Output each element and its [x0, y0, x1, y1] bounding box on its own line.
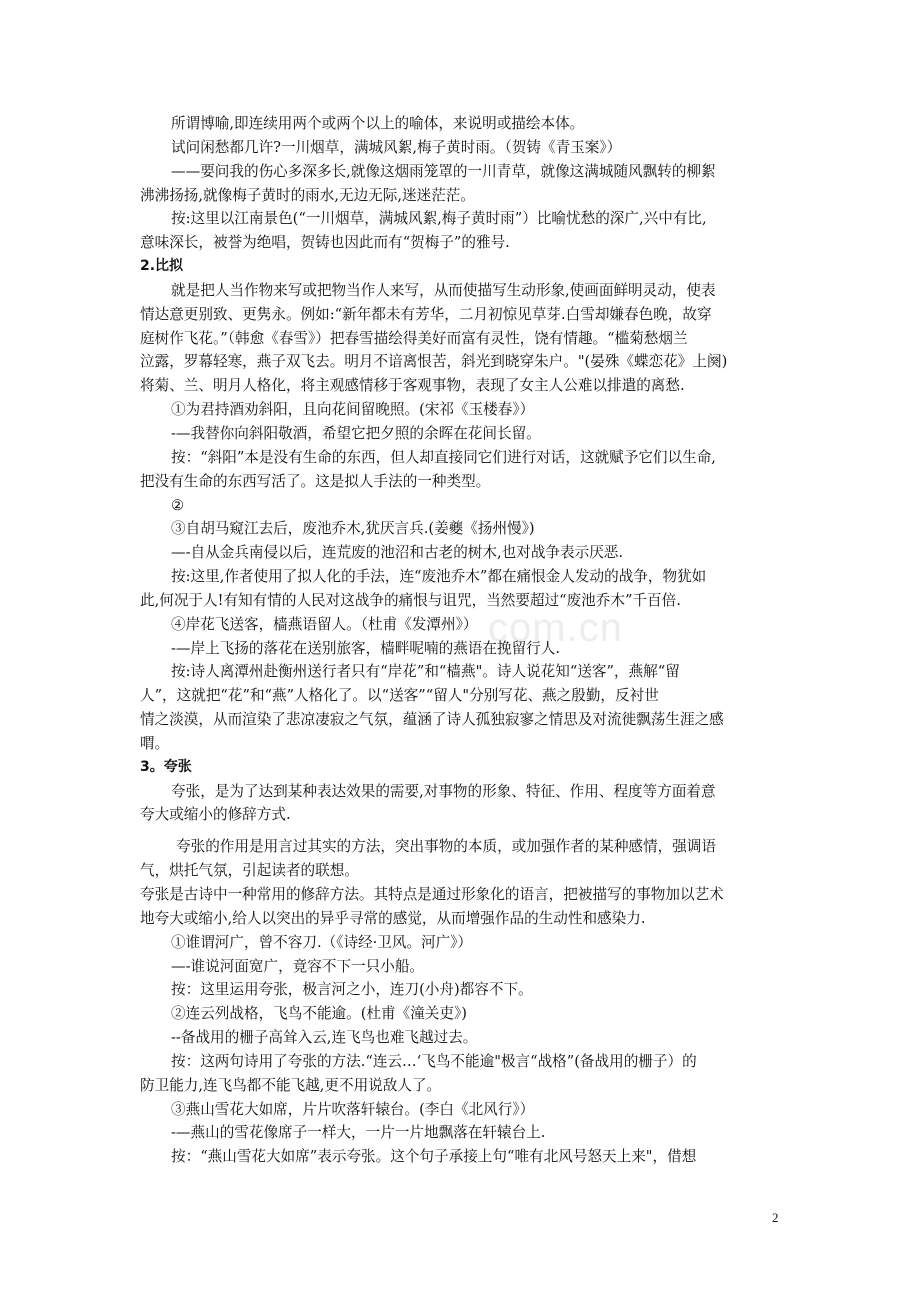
text-line: 泣露，罗幕轻寒，燕子双飞去。明月不谙离恨苦，斜光到晓穿朱户。"(晏殊《蝶恋花》上阕): [140, 353, 728, 371]
text-line: 试问闲愁都几许?一川烟草，满城风絮,梅子黄时雨。（贺铸《青玉案》）: [171, 138, 622, 156]
section-heading: 3。夸张: [140, 758, 192, 775]
text-line: 此,何况于人!有知有情的人民对这战争的痛恨与诅咒，当然要超过“废池乔木”千百倍.: [140, 591, 681, 609]
text-line: ①为君持酒劝斜阳，且向花间留晚照。(宋祁《玉楼春》）: [171, 401, 535, 419]
text-line: 夸大或缩小的修辞方式.: [140, 806, 291, 824]
text-line: 沸沸扬扬,就像梅子黄时的雨水,无边无际,迷迷茫茫。: [140, 186, 475, 204]
text-line: 按：这两句诗用了夸张的方法.“连云…‘飞鸟不能逾"极言“战格”(备战用的栅子）的: [171, 1052, 697, 1070]
text-line: ①谁谓河广，曾不容刀.（《诗经·卫风。河广》）: [171, 933, 473, 951]
text-line: ②连云列战格，飞鸟不能逾。(杜甫《潼关吏》): [171, 1005, 467, 1023]
text-line: 按：“斜阳”本是没有生命的东西，但人却直接同它们进行对话，这就赋予它们以生命,: [171, 448, 716, 466]
text-line: 把没有生命的东西写活了。这是拟人手法的一种类型。: [140, 472, 491, 490]
text-line: -—我替你向斜阳敬酒，希望它把夕照的余晖在花间长留。: [171, 424, 541, 442]
text-line: ③自胡马窥江去后，废池乔木,犹厌言兵.(姜夔《扬州慢》): [171, 520, 535, 538]
text-line: 夸张的作用是用言过其实的方法，突出事物的本质，或加强作者的某种感情，强调语: [176, 838, 716, 856]
text-line: 庭树作飞花。”（韩愈《春雪》）把春雪描绘得美好而富有灵性，饶有情趣。“槛菊愁烟兰: [140, 329, 688, 347]
text-line: 所谓博喻,即连续用两个或两个以上的喻体，来说明或描绘本体。: [171, 115, 585, 132]
text-line: 意味深长，被誉为绝唱，贺铸也因此而有“贺梅子”的雅号.: [140, 234, 510, 252]
text-line: 喟。: [140, 734, 170, 752]
text-line: 将菊、兰、明月人格化，将主观感情移于客观事物，表现了女主人公难以排遣的离愁.: [140, 377, 685, 395]
text-line: 情之淡漠，从而渲染了悲凉凄寂之气氛，蕴涵了诗人孤独寂寥之情思及对流徙飘荡生涯之感: [140, 711, 724, 729]
text-line: 夸张是古诗中一种常用的修辞方法。其特点是通过形象化的语言，把被描写的事物加以艺术: [140, 886, 724, 903]
text-line: ②: [171, 496, 185, 514]
text-line: ——要问我的伤心多深多长,就像这烟雨笼罩的一川青草，就像这满城随风飘转的柳絮: [171, 162, 716, 180]
text-line: --备战用的栅子高耸入云,连飞鸟也难飞越过去。: [171, 1029, 478, 1047]
text-line: 人”，这就把“花”和“燕”人格化了。以“送客”“留人"分别写花、燕之殷勤，反衬世: [140, 687, 659, 705]
text-line: 就是把人当作物来写或把物当作人来写，从而使描写生动形象,使画面鲜明灵动，使表: [171, 281, 716, 299]
watermark: com.cn: [488, 606, 623, 650]
text-line: 按:诗人离潭州赴衡州送行者只有“岸花”和“樯燕"。诗人说花知“送客”，燕解“留: [171, 663, 680, 681]
text-line: 按:这里,作者使用了拟人化的手法，连“废池乔木”都在痛恨金人发动的战争，物犹如: [171, 568, 707, 586]
text-line: 地夸大或缩小,给人以突出的异乎寻常的感觉，从而增强作品的生动性和感染力.: [140, 909, 646, 927]
text-line: 按：“燕山雪花大如席”表示夸张。这个句子承接上句“唯有北风号怒天上来"，借想: [171, 1148, 697, 1166]
text-line: —-谁说河面宽广，竟容不下一只小船。: [171, 957, 425, 975]
page-number: 2: [772, 1210, 779, 1225]
section-heading: 2.比拟: [140, 258, 184, 275]
text-line: 按:这里以江南景色(“一川烟草，满城风絮,梅子黄时雨”）比喻忧愁的深广,兴中有比,: [171, 210, 707, 228]
text-line: ③燕山雪花大如席，片片吹落轩辕台。(李白《北风行》）: [171, 1100, 535, 1118]
text-line: -—岸上飞扬的落花在送别旅客，樯畔呢喃的燕语在挽留行人.: [171, 639, 561, 657]
text-line: 防卫能力,连飞鸟都不能飞越,更不用说敌人了。: [140, 1076, 442, 1094]
text-line: 夸张，是为了达到某种表达效果的需要,对事物的形象、特征、作用、程度等方面着意: [171, 782, 716, 800]
text-line: 气，烘托气氛，引起读者的联想。: [140, 862, 359, 880]
text-line: -—燕山的雪花像席子一样大，一片一片地飘落在轩辕台上.: [171, 1124, 546, 1142]
text-line: 按：这里运用夸张，极言河之小，连刀(小舟)都容不下。: [171, 981, 533, 999]
text-line: ④岸花飞送客，樯燕语留人。（杜甫《发潭州》）: [171, 615, 478, 633]
text-line: —-自从金兵南侵以后，连荒废的池沼和古老的树木,也对战争表示厌恶.: [171, 544, 624, 562]
page-content: [140, 112, 790, 1169]
text-line: 情达意更别致、更隽永。例如:“新年都未有芳华，二月初惊见草芽.白雪却嫌春色晚，故穿: [140, 305, 712, 323]
